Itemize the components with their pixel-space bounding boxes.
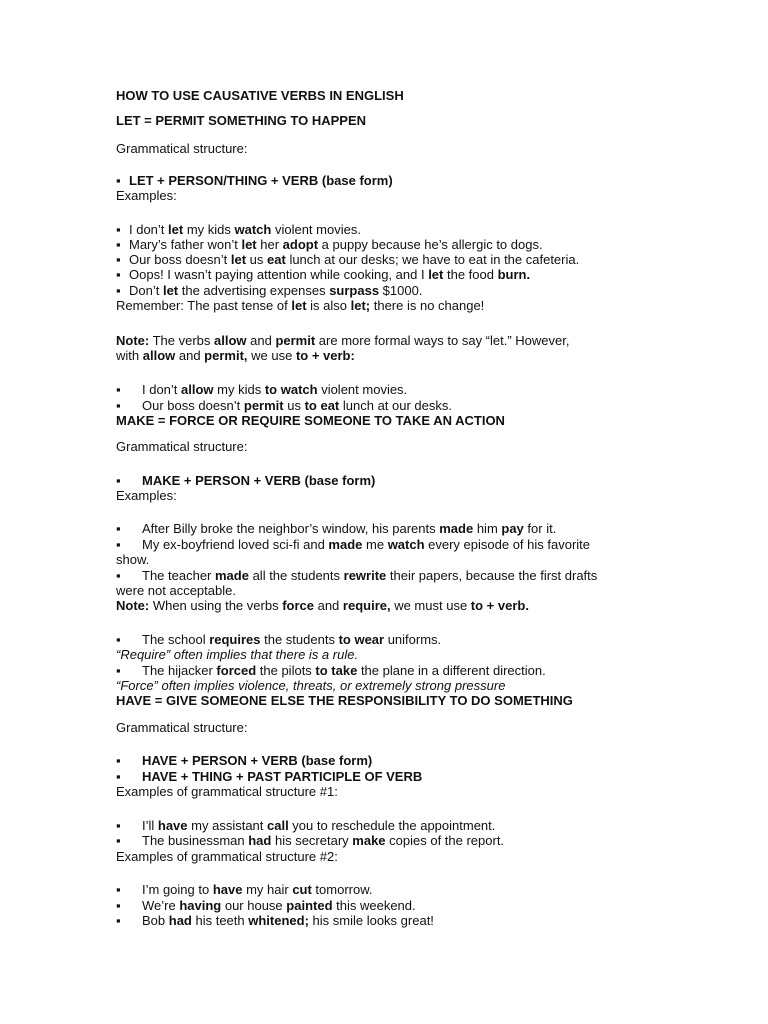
let-example-3: Our boss doesn’t let us eat lunch at our desks; we have to eat in the cafeteria.	[129, 252, 580, 267]
bullet-icon	[116, 833, 121, 848]
bullet-icon	[116, 753, 121, 768]
let-structure-label: Grammatical structure:	[116, 141, 248, 156]
bullet-icon	[116, 632, 121, 647]
let-remember-note: Remember: The past tense of let is also let; there is no change!	[116, 298, 485, 313]
let-examples-label: Examples:	[116, 188, 177, 203]
bullet-icon	[116, 252, 121, 267]
let-formal-note-line-1: Note: The verbs allow and permit are more formal ways to say “let.” However,	[116, 333, 570, 348]
allow-example: I don’t allow my kids to watch violent movies.	[142, 382, 408, 397]
bullet-icon	[116, 898, 121, 913]
bullet-icon	[116, 913, 121, 928]
let-example-1: I don’t let my kids watch violent movies.	[129, 222, 361, 237]
bullet-icon	[116, 222, 121, 237]
make-heading: MAKE = FORCE OR REQUIRE SOMEONE TO TAKE AN ACTION	[116, 413, 505, 428]
have-example-3: I’m going to have my hair cut tomorrow.	[142, 882, 373, 897]
permit-example: Our boss doesn’t permit us to eat lunch at our desks.	[142, 398, 452, 413]
make-note: Note: When using the verbs force and require, we must use to + verb.	[116, 598, 529, 613]
require-note: “Require” often implies that there is a rule.	[116, 647, 359, 662]
have-example-5: Bob had his teeth whitened; his smile looks great!	[142, 913, 434, 928]
bullet-icon	[116, 473, 121, 488]
page-title: HOW TO USE CAUSATIVE VERBS IN ENGLISH	[116, 88, 404, 103]
have-examples-1-label: Examples of grammatical structure #1:	[116, 784, 338, 799]
make-example-3-continued: were not acceptable.	[116, 583, 236, 598]
bullet-icon	[116, 568, 121, 583]
let-heading: LET = PERMIT SOMETHING TO HAPPEN	[116, 113, 367, 128]
force-example: The hijacker forced the pilots to take the plane in a different direction.	[142, 663, 546, 678]
let-formal-note-line-2: with allow and permit, we use to + verb:	[116, 348, 355, 363]
bullet-icon	[116, 818, 121, 833]
bullet-icon	[116, 537, 121, 552]
have-example-4: We’re having our house painted this weekend.	[142, 898, 416, 913]
let-example-2: Mary’s father won’t let her adopt a puppy because he’s allergic to dogs.	[129, 237, 543, 252]
have-examples-2-label: Examples of grammatical structure #2:	[116, 849, 338, 864]
let-structure: LET + PERSON/THING + VERB (base form)	[129, 173, 393, 188]
bullet-icon	[116, 882, 121, 897]
bullet-icon	[116, 237, 121, 252]
make-example-3: The teacher made all the students rewrite their papers, because the first drafts	[142, 568, 598, 583]
have-example-1: I’ll have my assistant call you to reschedule the appointment.	[142, 818, 496, 833]
make-structure: MAKE + PERSON + VERB (base form)	[142, 473, 376, 488]
make-example-2: My ex-boyfriend loved sci-fi and made me watch every episode of his favorite	[142, 537, 591, 552]
make-structure-label: Grammatical structure:	[116, 439, 248, 454]
make-example-2-continued: show.	[116, 552, 150, 567]
have-structure-label: Grammatical structure:	[116, 720, 248, 735]
bullet-icon	[116, 398, 121, 413]
bullet-icon	[116, 663, 121, 678]
bullet-icon	[116, 283, 121, 298]
bullet-icon	[116, 521, 121, 536]
have-example-2: The businessman had his secretary make copies of the report.	[142, 833, 505, 848]
have-structure-2: HAVE + THING + PAST PARTICIPLE OF VERB	[142, 769, 423, 784]
make-examples-label: Examples:	[116, 488, 177, 503]
let-example-5: Don’t let the advertising expenses surpass $1000.	[129, 283, 423, 298]
force-note: “Force” often implies violence, threats, or extremely strong pressure	[116, 678, 506, 693]
bullet-icon	[116, 382, 121, 397]
have-heading: HAVE = GIVE SOMEONE ELSE THE RESPONSIBILITY TO DO SOMETHING	[116, 693, 573, 708]
bullet-icon	[116, 173, 121, 188]
bullet-icon	[116, 267, 121, 282]
bullet-icon	[116, 769, 121, 784]
make-example-1: After Billy broke the neighbor’s window, his parents made him pay for it.	[142, 521, 557, 536]
require-example: The school requires the students to wear uniforms.	[142, 632, 442, 647]
let-example-4: Oops! I wasn’t paying attention while cooking, and I let the food burn.	[129, 267, 531, 282]
have-structure-1: HAVE + PERSON + VERB (base form)	[142, 753, 373, 768]
